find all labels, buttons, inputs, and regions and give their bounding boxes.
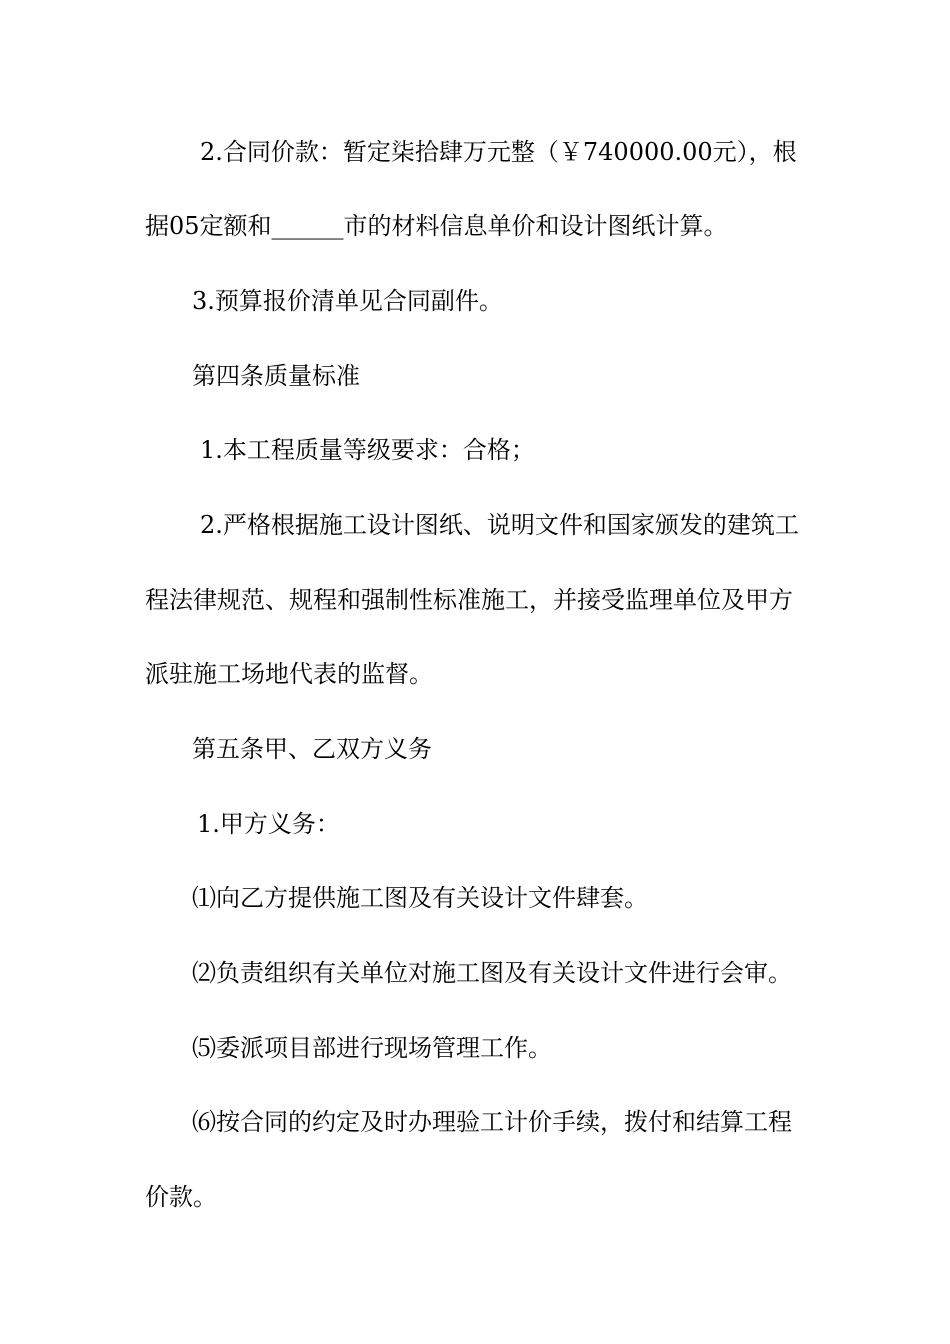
- paragraph-construction-standards: 2.严格根据施工设计图纸、说明文件和国家颁发的建筑工: [200, 511, 799, 539]
- list-item-payment-continued: 价款。: [145, 1183, 217, 1211]
- list-item-organize-review: ⑵负责组织有关单位对施工图及有关设计文件进行会审。: [192, 959, 792, 987]
- list-item-provide-drawings: ⑴向乙方提供施工图及有关设计文件肆套。: [192, 884, 648, 912]
- paragraph-budget-list: 3.预算报价清单见合同副件。: [192, 287, 503, 315]
- paragraph-construction-standards-continued: 程法律规范、规程和强制性标准施工，并接受监理单位及甲方: [145, 586, 793, 614]
- paragraph-construction-standards-end: 派驻施工场地代表的监督。: [145, 660, 433, 688]
- list-item-payment: ⑹按合同的约定及时办理验工计价手续，拨付和结算工程: [192, 1108, 792, 1136]
- paragraph-quality-level: 1.本工程质量等级要求：合格；: [200, 436, 535, 464]
- paragraph-contract-price: 2.合同价款：暂定柒拾肆万元整（￥740000.00元），根: [200, 138, 797, 166]
- heading-article-four: 第四条质量标准: [192, 362, 360, 390]
- list-item-site-management: ⑸委派项目部进行现场管理工作。: [192, 1034, 552, 1062]
- subheading-party-a-obligations: 1.甲方义务：: [197, 810, 340, 838]
- paragraph-contract-price-continued: 据05定额和______市的材料信息单价和设计图纸计算。: [145, 212, 728, 240]
- heading-article-five: 第五条甲、乙双方义务: [192, 735, 432, 763]
